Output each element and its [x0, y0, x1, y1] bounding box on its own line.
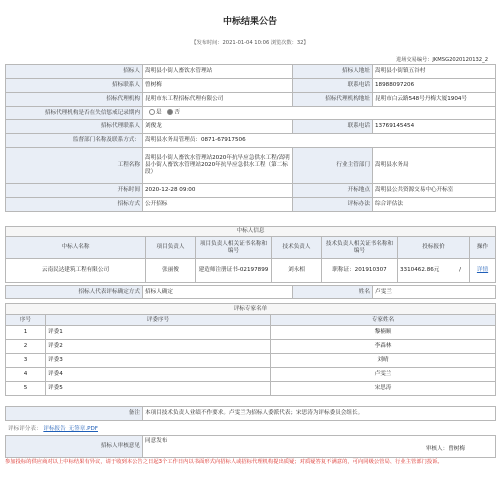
dept-label: 行业主管部门	[293, 148, 373, 184]
experts-section-title: 评标专家名单	[6, 304, 496, 315]
tenderer-contact-value: 曾树梅	[143, 79, 293, 93]
eval-method-label: 评标办法	[293, 198, 373, 212]
attachments-row	[8, 424, 98, 432]
expert-no: 2	[6, 340, 46, 354]
experts-header-name: 专家姓名	[271, 315, 496, 326]
dishonest-no-radio[interactable]	[167, 109, 173, 115]
expert-seq: 评委1	[46, 326, 271, 340]
dishonest-no-label: 否	[174, 109, 180, 116]
winner-pm: 张丽俊	[146, 259, 196, 283]
objection-notice: 参加投标的供应商对以上中标结果有异议，请于收到本公告之日起3个工作日内以书面形式向招标人或招标代理机构提出质疑；对质疑答复不满意的，可向同级公管局、行业主管部门投诉。	[5, 459, 443, 465]
tenderer-addr-value: 嵩明县小街镇五谷村	[373, 65, 496, 79]
rep-confirm-table	[5, 285, 496, 299]
winner-header-pm: 项目负责人	[146, 237, 196, 259]
tenderer-addr-label: 招标人地址	[293, 65, 373, 79]
winner-pm-cert: 建造师注册证书-02197899	[196, 259, 272, 283]
opinion-table	[5, 435, 496, 458]
table-row	[6, 340, 496, 354]
project-label: 工程名称	[6, 148, 143, 184]
winner-section-title: 中标人信息	[6, 227, 496, 237]
open-time-value: 2020-12-28 09:00	[143, 184, 293, 198]
winner-bid-unit: /	[459, 267, 461, 273]
table-row	[6, 354, 496, 368]
dept-value: 嵩明县水务局	[373, 148, 496, 184]
winner-bid-cell	[398, 259, 470, 283]
expert-no: 3	[6, 354, 46, 368]
table-row	[6, 382, 496, 396]
winner-header-tech-cert: 技术负责人相关证书名称和编号	[322, 237, 398, 259]
table-row	[6, 326, 496, 340]
method-value: 公开招标	[143, 198, 293, 212]
remarks-label: 备注	[6, 407, 143, 421]
expert-name: 宋思涛	[271, 382, 496, 396]
publish-meta: 【发布时间：2021-01-04 10:06 浏览次数：32】	[191, 40, 309, 46]
expert-name: 黎楠顺	[271, 326, 496, 340]
rep-method-label: 招标人代表评标确定方式	[6, 286, 143, 299]
tenderer-phone-value: 18988097206	[373, 79, 496, 93]
expert-name: 刘晴	[271, 354, 496, 368]
basic-info-table	[5, 64, 496, 212]
open-place-value: 嵩明县公共资源交易中心开标室	[373, 184, 496, 198]
rep-name-label: 姓名	[293, 286, 373, 299]
winner-table	[5, 226, 496, 283]
winner-tech: 刘永相	[272, 259, 322, 283]
expert-name: 卢雯兰	[271, 368, 496, 382]
winner-tech-cert: 职称证：201910307	[322, 259, 398, 283]
winner-bid-amount: 3310462.86元	[400, 267, 440, 273]
expert-no: 1	[6, 326, 46, 340]
winner-detail-link[interactable]	[470, 259, 496, 283]
winner-name: 云南民达建筑工程有限公司	[6, 259, 146, 283]
eval-method-value: 综合评估法	[373, 198, 496, 212]
expert-seq: 评委2	[46, 340, 271, 354]
winner-header-name: 中标人名称	[6, 237, 146, 259]
table-row	[6, 368, 496, 382]
dishonest-yes-label: 是	[156, 109, 162, 116]
dishonest-label: 招标代理机构是否在失信惩戒记录期内	[6, 107, 143, 120]
expert-seq: 评委3	[46, 354, 271, 368]
tenderer-phone-label: 联系电话	[293, 79, 373, 93]
agency-label: 招标代理机构	[6, 93, 143, 107]
dishonest-yes-radio[interactable]	[149, 109, 155, 115]
expert-seq: 评委4	[46, 368, 271, 382]
winner-header-action: 操作	[470, 237, 496, 259]
winner-detail-label: 详情	[476, 267, 489, 273]
expert-seq: 评委5	[46, 382, 271, 396]
tenderer-value: 嵩明县小街人畜饮水管理站	[143, 65, 293, 79]
agency-value: 昆明市东工程招标代理有限公司	[143, 93, 293, 107]
expert-no: 4	[6, 368, 46, 382]
opinion-label: 招标人审核意见	[6, 436, 143, 458]
agency-contact-label: 招标代理联系人	[6, 120, 143, 134]
open-time-label: 开标时间	[6, 184, 143, 198]
opinion-reviewer: 审核人：曾树梅	[425, 446, 465, 452]
tenderer-label: 招标人	[6, 65, 143, 79]
winner-header-tech: 技术负责人	[272, 237, 322, 259]
agency-addr-label: 招标代理机构地址	[293, 93, 373, 107]
agency-contact-value: 刘俊龙	[143, 120, 293, 134]
project-value: 嵩明县小街人畜饮水管理站2020年抗旱应急供水工程/嵩明县小街人畜饮水管理站2020年抗旱应急供水工程（第二标段）	[143, 148, 293, 184]
experts-header-seq: 评委序号	[46, 315, 271, 326]
page-title: 中标结果公告	[222, 17, 277, 27]
tenderer-contact-label: 招标联系人	[6, 79, 143, 93]
supervisor-label: 监督部门名称及联系方式：	[6, 134, 143, 148]
transaction-number: 进场交易编号：JKMSG2020120132_2	[396, 57, 488, 63]
winner-header-bid: 投标报价	[398, 237, 470, 259]
open-place-label: 开标地点	[293, 184, 373, 198]
method-label: 招标方式	[6, 198, 143, 212]
expert-name: 李森林	[271, 340, 496, 354]
agency-phone-value: 13769145454	[373, 120, 496, 134]
expert-no: 5	[6, 382, 46, 396]
opinion-cell	[143, 436, 496, 458]
agency-phone-label: 联系电话	[293, 120, 373, 134]
opinion-value: 同意发布	[145, 438, 168, 444]
rep-method-value: 招标人确定	[143, 286, 293, 299]
dishonest-radio-group	[143, 107, 496, 120]
supervisor-value: 嵩明县水务局管理员：0871-67917506	[143, 134, 496, 148]
attachments-label: 评标评分表：	[8, 426, 42, 432]
agency-addr-value: 昆明市白云路548号丹梅大厦1904号	[373, 93, 496, 107]
experts-table	[5, 303, 496, 396]
experts-header-no: 序号	[6, 315, 46, 326]
winner-header-pm-cert: 项目负责人相关证书名称和编号	[196, 237, 272, 259]
attachment-pdf-link[interactable]: 评标报告_无签章.PDF	[43, 426, 98, 432]
remarks-value: 本项目技术负责人业绩不作要求。卢雯兰为招标人委派代表；宋思涛为评标委员会组长。	[143, 407, 496, 421]
rep-name-value: 卢雯兰	[373, 286, 496, 299]
remarks-table	[5, 406, 496, 421]
